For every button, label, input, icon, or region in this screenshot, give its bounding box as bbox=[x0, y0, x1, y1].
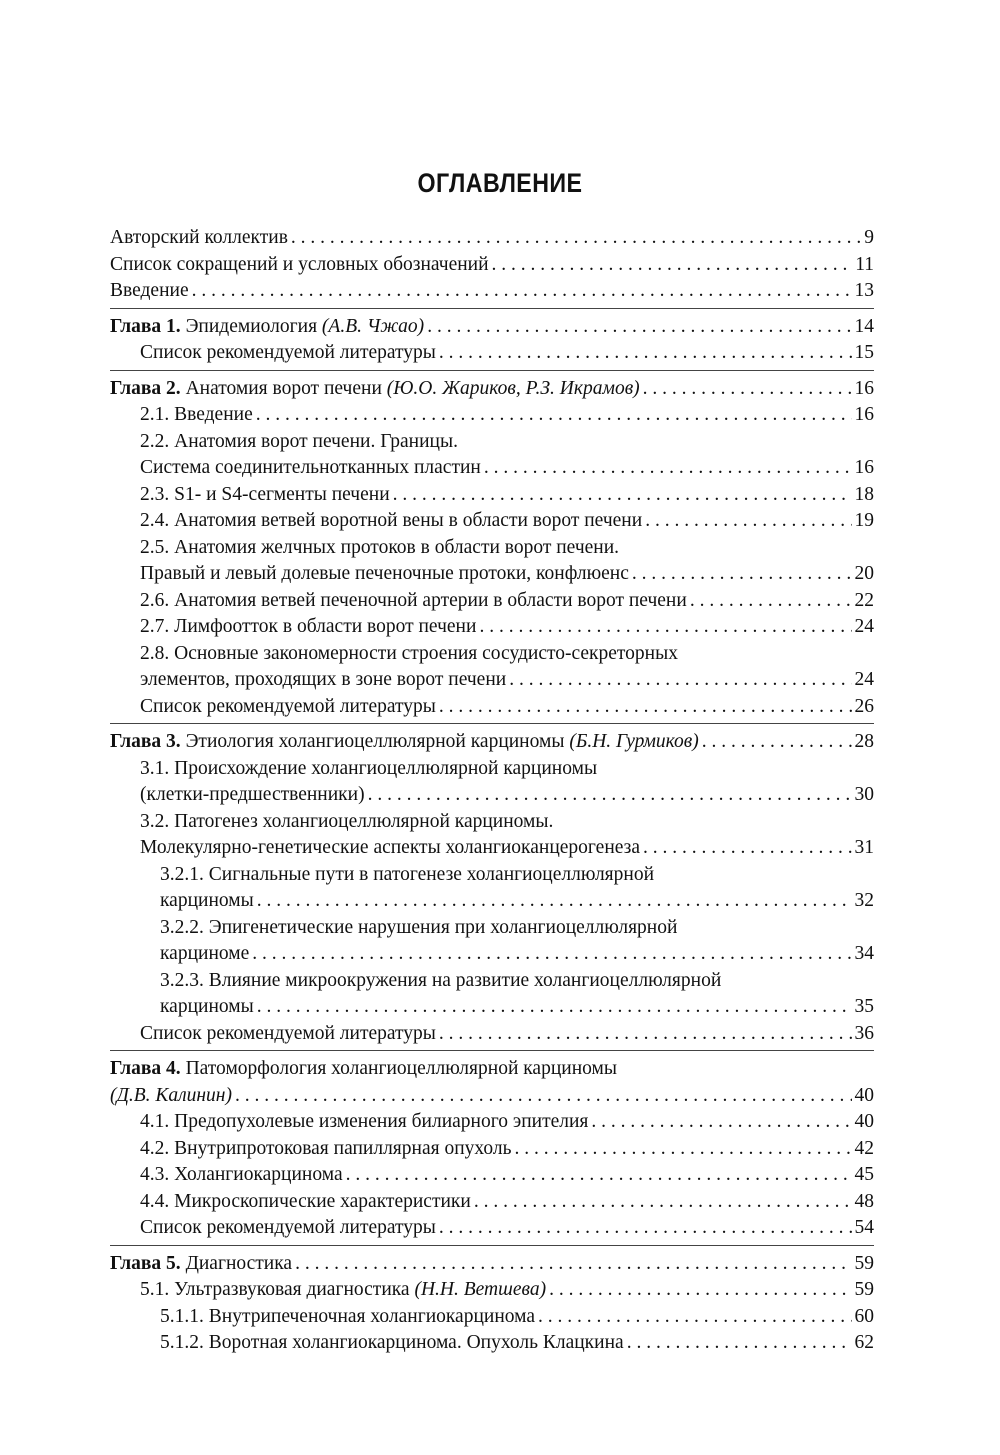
toc-entry-text bbox=[160, 864, 654, 885]
toc-entry-title: Молекулярно-генетические аспекты холангиоканцерогенеза bbox=[140, 837, 641, 858]
toc-entry-title: карциномы bbox=[160, 890, 254, 911]
toc-entry bbox=[110, 340, 874, 367]
toc-entry-text bbox=[160, 970, 721, 991]
page-number: 59 bbox=[854, 1279, 874, 1300]
dot-leader bbox=[439, 340, 852, 367]
toc-entry-line bbox=[110, 376, 874, 403]
page-number: 32 bbox=[854, 890, 874, 911]
toc-entry bbox=[110, 1056, 874, 1109]
toc-entry bbox=[110, 588, 874, 615]
dot-leader bbox=[702, 729, 852, 756]
dot-leader bbox=[346, 1162, 852, 1189]
toc-entry bbox=[110, 278, 874, 305]
toc-section bbox=[110, 225, 874, 309]
toc-entry bbox=[110, 376, 874, 403]
dot-leader bbox=[235, 1083, 852, 1110]
dot-leader bbox=[439, 694, 852, 721]
toc-entry-title: карциноме bbox=[160, 943, 250, 964]
toc-entry-text bbox=[140, 694, 436, 721]
page-number: 18 bbox=[854, 483, 874, 505]
toc-entry-text bbox=[140, 1162, 343, 1189]
toc-entry-line bbox=[160, 941, 874, 968]
dot-leader bbox=[632, 561, 852, 588]
toc-entry-text bbox=[160, 1304, 535, 1331]
page-number: 19 bbox=[854, 510, 874, 531]
toc-entry-title: Патоморфология холангиоцеллюлярной карциномы bbox=[185, 1058, 617, 1079]
page-number: 31 bbox=[854, 837, 874, 858]
toc-entry bbox=[110, 1330, 874, 1357]
page-number: 40 bbox=[854, 1111, 874, 1132]
toc-entry-title: 2.8. Основные закономерности строения сосудисто-секреторных bbox=[140, 642, 678, 664]
toc-entry-text bbox=[140, 340, 436, 367]
toc-entry-text bbox=[160, 917, 677, 938]
toc-entry-text bbox=[140, 1189, 471, 1216]
toc-entry-text bbox=[140, 1277, 546, 1304]
dot-leader bbox=[515, 1136, 852, 1163]
toc-entry-title: Введение bbox=[110, 280, 189, 301]
toc-entry-title: Список рекомендуемой литературы bbox=[140, 695, 436, 717]
toc-entry bbox=[110, 1277, 874, 1304]
toc-entry-line bbox=[140, 641, 874, 668]
toc-entry bbox=[110, 1215, 874, 1242]
toc-entry-line bbox=[140, 588, 874, 615]
toc-entry-title: элементов, проходящих в зоне ворот печени bbox=[140, 669, 507, 690]
toc-entry-text bbox=[110, 1083, 232, 1110]
toc-entry bbox=[110, 694, 874, 721]
toc-entry-line bbox=[140, 1189, 874, 1216]
chapter-label: Глава 4. bbox=[110, 1058, 181, 1079]
toc-entry-text bbox=[140, 588, 687, 615]
toc-entry-line bbox=[140, 1277, 874, 1304]
toc-entry bbox=[110, 1162, 874, 1189]
toc-entry bbox=[110, 968, 874, 1021]
table-of-contents bbox=[110, 225, 874, 1365]
toc-entry-text bbox=[110, 1058, 617, 1079]
dot-leader bbox=[257, 994, 852, 1021]
toc-entry-line bbox=[140, 756, 874, 783]
toc-entry-text bbox=[140, 482, 390, 509]
page-number: 42 bbox=[854, 1137, 874, 1159]
dot-leader bbox=[291, 225, 861, 252]
toc-entry bbox=[110, 1109, 874, 1136]
toc-entry-title: Эпидемиология bbox=[185, 315, 318, 337]
toc-entry-line bbox=[140, 614, 874, 641]
toc-entry-text bbox=[140, 1136, 512, 1163]
toc-entry-line bbox=[140, 782, 874, 809]
toc-entry-text bbox=[140, 508, 642, 535]
toc-entry bbox=[110, 508, 874, 535]
toc-entry-line bbox=[140, 455, 874, 482]
toc-entry-title: Список рекомендуемой литературы bbox=[140, 342, 436, 363]
toc-entry-line bbox=[110, 314, 874, 341]
dot-leader bbox=[509, 667, 851, 694]
toc-entry-title: Диагностика bbox=[185, 1252, 293, 1274]
toc-entry-line bbox=[110, 278, 874, 305]
toc-entry-line bbox=[140, 429, 874, 456]
toc-entry-text bbox=[140, 758, 597, 779]
toc-entry-line bbox=[110, 1251, 874, 1278]
page-number: 16 bbox=[854, 404, 874, 425]
page-number: 22 bbox=[854, 589, 874, 611]
dot-leader bbox=[393, 482, 852, 509]
dot-leader bbox=[492, 252, 853, 279]
toc-entry-title: 3.2. Патогенез холангиоцеллюлярной карциномы. bbox=[140, 810, 554, 832]
toc-entry-title: 2.1. Введение bbox=[140, 404, 253, 425]
toc-entry-title: 2.2. Анатомия ворот печени. Границы. bbox=[140, 430, 458, 452]
toc-entry-title: Анатомия ворот печени bbox=[185, 377, 382, 399]
chapter-label: Глава 5. bbox=[110, 1252, 181, 1274]
page-number: 16 bbox=[854, 377, 874, 399]
toc-entry-title: Правый и левый долевые печеночные протоки, конфлюенс bbox=[140, 563, 629, 584]
page-number: 34 bbox=[854, 943, 874, 964]
toc-entry-title: 2.3. S1- и S4-сегменты печени bbox=[140, 483, 390, 505]
toc-entry-text bbox=[140, 431, 458, 452]
toc-entry-authors: (Н.Н. Ветшева) bbox=[414, 1279, 547, 1300]
toc-entry-title: Список рекомендуемой литературы bbox=[140, 1217, 436, 1238]
page-number: 30 bbox=[854, 784, 874, 805]
dot-leader bbox=[257, 888, 852, 915]
page-number: 24 bbox=[854, 616, 874, 637]
dot-leader bbox=[538, 1304, 851, 1331]
toc-entry-title: 3.2.1. Сигнальные пути в патогенезе холангиоцеллюлярной bbox=[160, 863, 655, 885]
toc-entry-text bbox=[160, 888, 254, 915]
toc-entry-line bbox=[140, 1215, 874, 1242]
toc-entry-line bbox=[160, 1330, 874, 1357]
page-number: 16 bbox=[854, 457, 874, 478]
toc-entry bbox=[110, 1251, 874, 1278]
page-number: 14 bbox=[854, 315, 874, 337]
toc-entry-text bbox=[140, 782, 365, 809]
toc-entry-text bbox=[140, 402, 253, 429]
toc-entry bbox=[110, 614, 874, 641]
toc-entry-line bbox=[140, 561, 874, 588]
toc-entry-title: 2.6. Анатомия ветвей печеночной артерии в области ворот печени bbox=[140, 589, 687, 611]
dot-leader bbox=[645, 508, 851, 535]
dot-leader bbox=[474, 1189, 852, 1216]
toc-entry-text bbox=[110, 225, 288, 252]
page-title: ОГЛАВЛЕНИЕ bbox=[417, 168, 583, 198]
toc-entry-line bbox=[140, 694, 874, 721]
toc-entry bbox=[110, 729, 874, 756]
toc-entry-title: Этиология холангиоцеллюлярной карциномы bbox=[185, 731, 565, 752]
page-number: 45 bbox=[854, 1164, 874, 1185]
toc-entry-text bbox=[140, 1215, 436, 1242]
chapter-label: Глава 2. bbox=[110, 377, 181, 399]
toc-entry-line bbox=[160, 994, 874, 1021]
toc-entry-title: 4.2. Внутрипротоковая папиллярная опухоль bbox=[140, 1137, 512, 1159]
toc-entry-title: (клетки-предшественники) bbox=[140, 784, 365, 805]
toc-entry-text bbox=[110, 252, 489, 279]
toc-entry-text bbox=[160, 994, 254, 1021]
toc-entry-line bbox=[160, 915, 874, 942]
toc-entry bbox=[110, 1021, 874, 1048]
dot-leader bbox=[427, 314, 851, 341]
dot-leader bbox=[256, 402, 852, 429]
toc-entry-title: 5.1.2. Воротная холангиокарцинома. Опухоль Клацкина bbox=[160, 1332, 624, 1353]
dot-leader bbox=[439, 1021, 852, 1048]
toc-entry-title: карциномы bbox=[160, 996, 254, 1017]
toc-entry-title: 4.3. Холангиокарцинома bbox=[140, 1164, 343, 1185]
toc-entry-line bbox=[140, 1162, 874, 1189]
toc-entry-line bbox=[110, 729, 874, 756]
page-number: 59 bbox=[854, 1252, 874, 1274]
toc-entry bbox=[110, 1189, 874, 1216]
page-number: 62 bbox=[854, 1332, 874, 1353]
toc-entry-line bbox=[140, 535, 874, 562]
toc-entry-title: 3.2.2. Эпигенетические нарушения при холангиоцеллюлярной bbox=[160, 916, 678, 938]
chapter-label: Глава 1. bbox=[110, 315, 181, 337]
toc-entry-title: 5.1.1. Внутрипеченочная холангиокарцинома bbox=[160, 1305, 536, 1327]
page-number: 48 bbox=[854, 1190, 874, 1212]
toc-entry-line bbox=[140, 340, 874, 367]
dot-leader bbox=[252, 941, 851, 968]
toc-entry-line bbox=[160, 888, 874, 915]
toc-entry-title: 3.2.3. Влияние микроокружения на развитие холангиоцеллюлярной bbox=[160, 969, 722, 991]
toc-entry-line bbox=[140, 482, 874, 509]
page-number: 40 bbox=[854, 1084, 874, 1106]
dot-leader bbox=[295, 1251, 851, 1278]
toc-entry-title: Список рекомендуемой литературы bbox=[140, 1022, 436, 1044]
dot-leader bbox=[368, 782, 852, 809]
toc-entry-line bbox=[140, 1136, 874, 1163]
toc-entry-title: 2.7. Лимфоотток в области ворот печени bbox=[140, 616, 477, 637]
dot-leader bbox=[643, 376, 852, 403]
dot-leader bbox=[643, 835, 851, 862]
dot-leader bbox=[192, 278, 852, 305]
toc-entry-title: 4.4. Микроскопические характеристики bbox=[140, 1190, 471, 1212]
toc-entry-line bbox=[140, 1021, 874, 1048]
toc-section bbox=[110, 376, 874, 725]
toc-entry-text bbox=[140, 561, 629, 588]
toc-entry-title: Список сокращений и условных обозначений bbox=[110, 253, 489, 275]
page-number: 13 bbox=[854, 280, 874, 301]
page-number: 35 bbox=[854, 996, 874, 1017]
toc-entry-text bbox=[110, 314, 424, 341]
page-number: 9 bbox=[864, 227, 874, 248]
toc-entry-authors: (Д.В. Калинин) bbox=[110, 1084, 232, 1106]
toc-entry-text bbox=[140, 455, 481, 482]
toc-entry-text bbox=[140, 835, 640, 862]
toc-entry-authors: (А.В. Чжао) bbox=[321, 315, 425, 337]
chapter-label: Глава 3. bbox=[110, 731, 181, 752]
toc-entry-line bbox=[110, 225, 874, 252]
toc-entry-line bbox=[140, 667, 874, 694]
dot-leader bbox=[479, 614, 851, 641]
toc-entry-title: Система соединительнотканных пластин bbox=[140, 457, 481, 478]
toc-entry bbox=[110, 429, 874, 482]
toc-entry-text bbox=[140, 1021, 436, 1048]
toc-entry bbox=[110, 641, 874, 694]
dot-leader bbox=[439, 1215, 852, 1242]
toc-entry-title: 2.5. Анатомия желчных протоков в области ворот печени. bbox=[140, 536, 620, 558]
toc-entry-text bbox=[140, 811, 553, 832]
toc-entry bbox=[110, 862, 874, 915]
toc-entry-line bbox=[140, 809, 874, 836]
toc-entry-line bbox=[140, 835, 874, 862]
toc-entry bbox=[110, 252, 874, 279]
toc-entry-line bbox=[140, 1109, 874, 1136]
toc-entry-line bbox=[110, 252, 874, 279]
toc-entry-line bbox=[160, 1304, 874, 1331]
toc-section bbox=[110, 1251, 874, 1360]
toc-entry bbox=[110, 482, 874, 509]
toc-entry-text bbox=[110, 278, 189, 305]
toc-entry bbox=[110, 1304, 874, 1331]
toc-entry-line bbox=[110, 1056, 874, 1083]
toc-entry bbox=[110, 809, 874, 862]
toc-entry-text bbox=[140, 1109, 588, 1136]
page-number: 11 bbox=[855, 253, 874, 275]
toc-entry bbox=[110, 535, 874, 588]
page-number: 26 bbox=[854, 695, 874, 717]
toc-entry-title: 3.1. Происхождение холангиоцеллюлярной карциномы bbox=[140, 757, 598, 779]
toc-entry-text bbox=[160, 941, 249, 968]
page-number: 20 bbox=[854, 563, 874, 584]
toc-entry-text bbox=[140, 667, 506, 694]
toc-section bbox=[110, 314, 874, 371]
page-number: 28 bbox=[854, 731, 874, 752]
toc-entry-text bbox=[140, 614, 476, 641]
toc-entry-title: 2.4. Анатомия ветвей воротной вены в области ворот печени bbox=[140, 510, 643, 531]
page-number: 36 bbox=[854, 1022, 874, 1044]
toc-entry-line bbox=[140, 402, 874, 429]
page-number: 60 bbox=[854, 1305, 874, 1327]
toc-entry bbox=[110, 225, 874, 252]
dot-leader bbox=[591, 1109, 851, 1136]
dot-leader bbox=[627, 1330, 852, 1357]
toc-entry-line bbox=[160, 862, 874, 889]
page-number: 54 bbox=[854, 1217, 874, 1238]
toc-entry bbox=[110, 1136, 874, 1163]
page-number: 15 bbox=[854, 342, 874, 363]
dot-leader bbox=[549, 1277, 851, 1304]
toc-section bbox=[110, 729, 874, 1051]
toc-entry-text bbox=[160, 1330, 624, 1357]
toc-entry-authors: (Ю.О. Жариков, Р.З. Икрамов) bbox=[386, 377, 640, 399]
page-number: 24 bbox=[854, 669, 874, 690]
toc-entry bbox=[110, 314, 874, 341]
toc-entry-text bbox=[140, 643, 678, 664]
toc-entry bbox=[110, 756, 874, 809]
toc-entry-text bbox=[110, 1251, 292, 1278]
toc-entry-text bbox=[140, 537, 619, 558]
toc-entry bbox=[110, 402, 874, 429]
toc-entry-title: Авторский коллектив bbox=[110, 227, 288, 248]
toc-entry-text bbox=[110, 729, 699, 756]
toc-entry-authors: (Б.Н. Гурмиков) bbox=[569, 731, 699, 752]
toc-entry-line bbox=[160, 968, 874, 995]
dot-leader bbox=[690, 588, 852, 615]
toc-entry-line bbox=[140, 508, 874, 535]
dot-leader bbox=[484, 455, 852, 482]
toc-entry bbox=[110, 915, 874, 968]
toc-entry-line bbox=[110, 1083, 874, 1110]
toc-entry-text bbox=[110, 376, 640, 403]
toc-section bbox=[110, 1056, 874, 1246]
toc-entry-title: 4.1. Предопухолевые изменения билиарного эпителия bbox=[140, 1111, 589, 1132]
toc-entry-title: 5.1. Ультразвуковая диагностика bbox=[140, 1279, 410, 1300]
